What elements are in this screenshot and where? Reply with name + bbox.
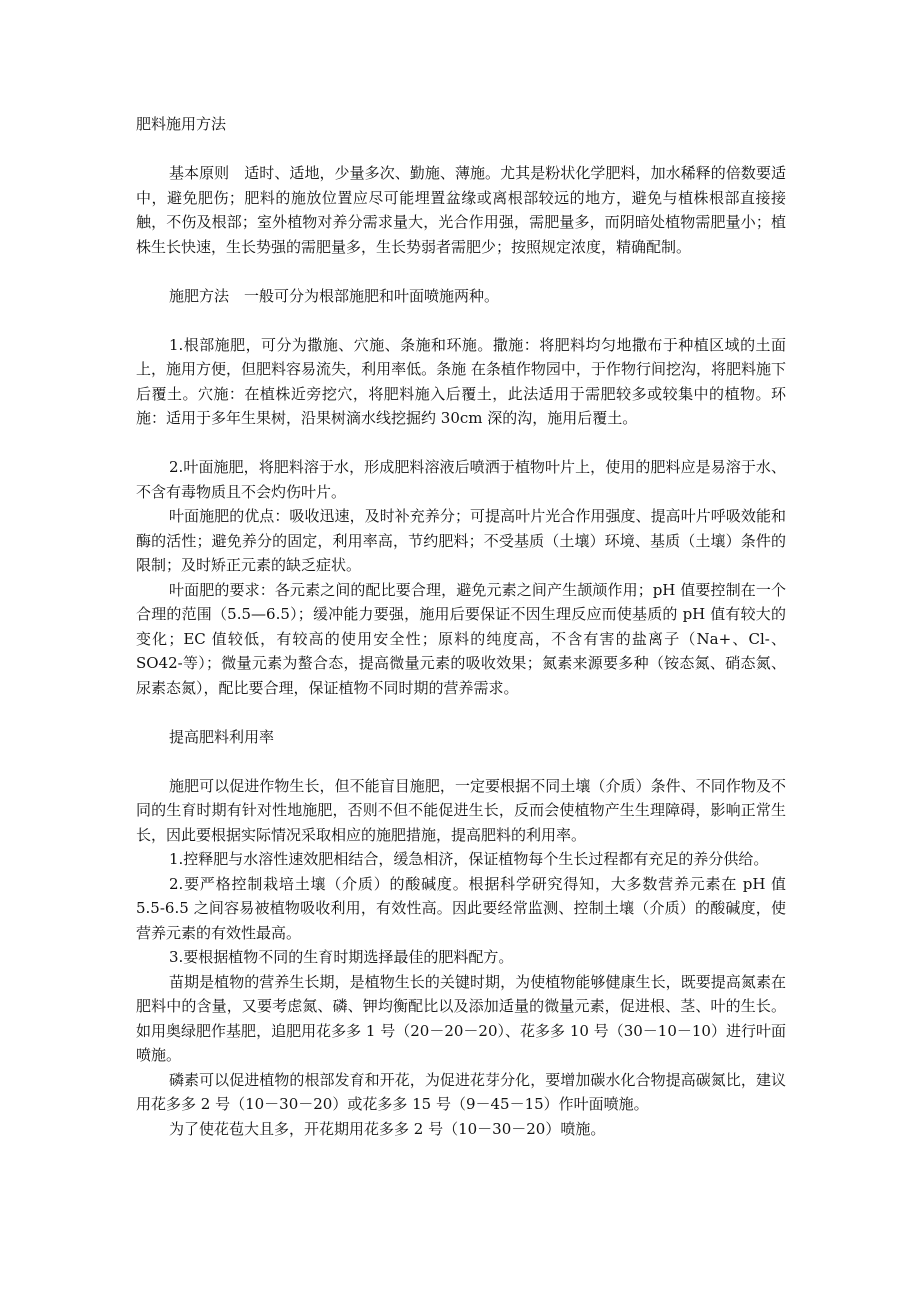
list-item-2: 2.要严格控制栽培土壤（介质）的酸碱度。根据科学研究得知，大多数营养元素在 pH 值 5.5-6.5 之间容易被植物吸收利用，有效性高。因此要经常监测、控制土壤（介质）的酸碱度，使营养元素的有效性最高。	[136, 874, 786, 942]
list-item-1: 1.控释肥与水溶性速效肥相结合，缓急相济，保证植物每个生长过程都有充足的养分供给。	[169, 850, 769, 868]
utilization-intro-paragraph: 施肥可以促进作物生长，但不能盲目施肥，一定要根据不同土壤（介质）条件、不同作物及不同的生育时期有针对性地施肥，否则不但不能促进生长，反而会使植物产生生理障碍，影响正常生长，因此要根据实际情况采取相应的施肥措施，提高肥料的利用率。	[136, 776, 786, 844]
root-fertilization-paragraph: 1.根部施肥，可分为撒施、穴施、条施和环施。撒施：将肥料均匀地撒布于种植区域的土面上，施用方便，但肥料容易流失，利用率低。条施 在条植作物园中，于作物行间挖沟，将肥料施下后覆土。穴施：在植株近旁挖穴，将肥料施入后覆土，此法适用于需肥较多或较集中的植物。环施：适用于多年生果树，沿果树滴水线挖掘约 30cm 深的沟，施用后覆土。	[136, 335, 786, 427]
foliar-requirements-paragraph: 叶面肥的要求：各元素之间的配比要合理，避免元素之间产生颉颃作用；pH 值要控制在一个合理的范围（5.5—6.5）；缓冲能力要强，施用后要保证不因生理反应而使基质的 pH 值有较大的变化；EC 值较低，有较高的使用安全性；原料的纯度高，不含有害的盐离子（Na+、Cl-、SO42-等）；微量元素为螯合态，提高微量元素的吸收效果；氮素来源要多种（铵态氮、硝态氮、尿素态氮），配比要合理，保证植物不同时期的营养需求。	[136, 580, 786, 697]
document-title: 肥料施用方法	[136, 115, 227, 133]
flowering-paragraph: 为了使花苞大且多，开花期用花多多 2 号（10－30－20）喷施。	[169, 1119, 606, 1138]
section-heading: 提高肥料利用率	[169, 727, 275, 746]
foliar-fertilization-paragraph: 2.叶面施肥，将肥料溶于水，形成肥料溶液后喷洒于植物叶片上，使用的肥料应是易溶于水、不含有毒物质且不会灼伤叶片。	[136, 458, 786, 501]
document-page	[136, 112, 786, 1141]
method-paragraph: 施肥方法 一般可分为根部施肥和叶面喷施两种。	[169, 286, 500, 305]
basic-principle-paragraph: 基本原则 适时、适地，少量多次、勤施、薄施。尤其是粉状化学肥料，加水稀释的倍数要适中，避免肥伤；肥料的施放位置应尽可能埋置盆缘或离根部较远的地方，避免与植株根部直接接触，不伤及根部；室外植物对养分需求量大，光合作用强，需肥量多，而阴暗处植物需肥量小；植株生长快速，生长势强的需肥量多，生长势弱者需肥少；按照规定浓度，精确配制。	[136, 164, 786, 256]
phosphorus-paragraph: 磷素可以促进植物的根部发育和开花，为促进花芽分化，要增加碳水化合物提高碳氮比，建议用花多多 2 号（10－30－20）或花多多 15 号（9－45－15）作叶面喷施。	[136, 1070, 786, 1113]
list-item-3: 3.要根据植物不同的生育时期选择最佳的肥料配方。	[169, 948, 514, 966]
seedling-stage-paragraph: 苗期是植物的营养生长期，是植物生长的关键时期，为使植物能够健康生长，既要提高氮素在肥料中的含量，又要考虑氮、磷、钾均衡配比以及添加适量的微量元素，促进根、茎、叶的生长。如用奥绿肥作基肥，追肥用花多多 1 号（20－20－20）、花多多 10 号（30－10－10）进行叶面喷施。	[136, 972, 786, 1064]
foliar-advantages-paragraph: 叶面施肥的优点：吸收迅速，及时补充养分；可提高叶片光合作用强度、提高叶片呼吸效能和酶的活性；避免养分的固定，利用率高，节约肥料；不受基质（土壤）环境、基质（土壤）条件的限制；及时矫正元素的缺乏症状。	[136, 507, 786, 574]
